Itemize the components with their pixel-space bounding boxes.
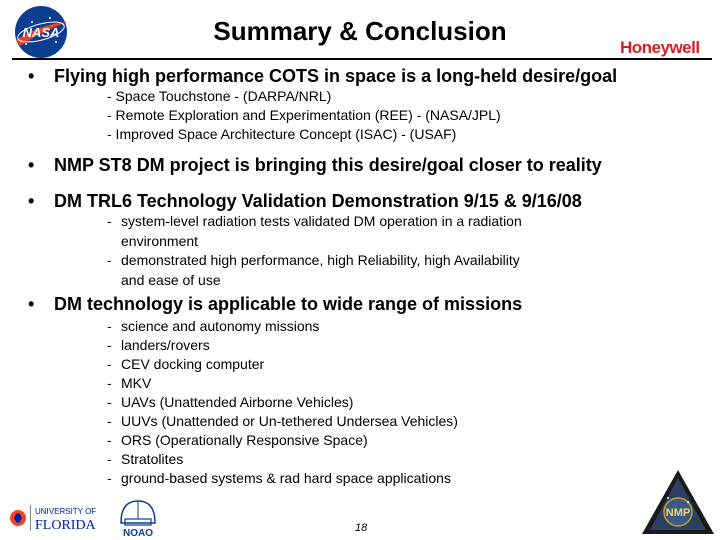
slide-title: Summary & Conclusion <box>213 16 507 46</box>
dash-marker: - <box>107 413 112 429</box>
sub-item-text: science and autonomy missions <box>121 318 320 334</box>
dash-marker: - <box>107 432 112 448</box>
sub-item-text: ground-based systems & rad hard space applications <box>121 470 451 486</box>
bullet-text: NMP ST8 DM project is bringing this desire/goal closer to reality <box>54 155 602 175</box>
dash-marker: - <box>107 470 112 486</box>
bullet-item <box>28 191 582 212</box>
sub-item-text: system-level radiation tests validated DM operation in a radiation <box>121 213 522 229</box>
honeywell-logo: Honeywell <box>620 38 700 57</box>
sub-item <box>107 337 210 353</box>
bullet-dot-icon: • <box>28 155 35 175</box>
bullet-item <box>28 66 617 87</box>
sub-item <box>107 451 183 467</box>
dash-marker: - <box>107 356 112 372</box>
sub-item <box>107 213 522 229</box>
noao-logo <box>113 493 163 539</box>
uf-logo-top-text: UNIVERSITY OF <box>35 507 97 516</box>
sub-item-text: UAVs (Unattended Airborne Vehicles) <box>121 394 354 410</box>
dash-marker: - <box>107 375 112 391</box>
sub-item: - Improved Space Architecture Concept (ISAC) - (USAF) <box>107 126 457 142</box>
sub-item-text: CEV docking computer <box>121 356 265 372</box>
sub-item-continuation: and ease of use <box>121 272 221 288</box>
bullet-text: Flying high performance COTS in space is a long-held desire/goal <box>54 66 618 86</box>
sub-item <box>107 394 353 410</box>
uf-logo-bottom-text: FLORIDA <box>35 518 96 533</box>
sub-item <box>107 375 151 391</box>
sub-item-continuation: environment <box>121 233 199 249</box>
university-of-florida-logo <box>8 500 103 536</box>
dash-marker: - <box>107 451 112 467</box>
bullet-item <box>28 155 602 176</box>
bullet-text: DM TRL6 Technology Validation Demonstration 9/15 & 9/16/08 <box>54 191 582 211</box>
sub-item-text: UUVs (Unattended or Un-tethered Undersea Vehicles) <box>121 413 458 429</box>
sub-item <box>107 470 451 486</box>
nmp-logo <box>640 468 716 536</box>
bullet-dot-icon: • <box>28 294 35 314</box>
bullet-text: DM technology is applicable to wide range of missions <box>54 294 523 314</box>
nmp-logo-text: NMP <box>665 507 691 519</box>
dash-marker: - <box>107 252 112 268</box>
noao-logo-text: NOAO <box>123 528 153 539</box>
bullet-item <box>28 294 522 315</box>
sub-item: - Remote Exploration and Experimentation (REE) - (NASA/JPL) <box>107 107 501 123</box>
sub-item-text: landers/rovers <box>121 337 210 353</box>
dash-marker: - <box>107 318 112 334</box>
sub-item: - Space Touchstone - (DARPA/NRL) <box>107 88 332 104</box>
sub-item-text: Stratolites <box>121 451 184 467</box>
sub-item <box>107 413 458 429</box>
sub-item <box>107 432 368 448</box>
dash-marker: - <box>107 213 112 229</box>
page-number: 18 <box>355 522 368 534</box>
bullet-dot-icon: • <box>28 66 35 86</box>
sub-item <box>107 356 264 372</box>
dash-marker: - <box>107 337 112 353</box>
dash-marker: - <box>107 394 112 410</box>
title-divider <box>12 58 712 60</box>
sub-item-text: demonstrated high performance, high Reliability, high Availability <box>121 252 520 268</box>
nasa-logo-text: NASA <box>22 25 60 40</box>
sub-item-text: ORS (Operationally Responsive Space) <box>121 432 368 448</box>
sub-item <box>107 252 520 268</box>
sub-item <box>107 318 319 334</box>
sub-item-text: MKV <box>121 375 152 391</box>
bullet-dot-icon: • <box>28 191 35 211</box>
